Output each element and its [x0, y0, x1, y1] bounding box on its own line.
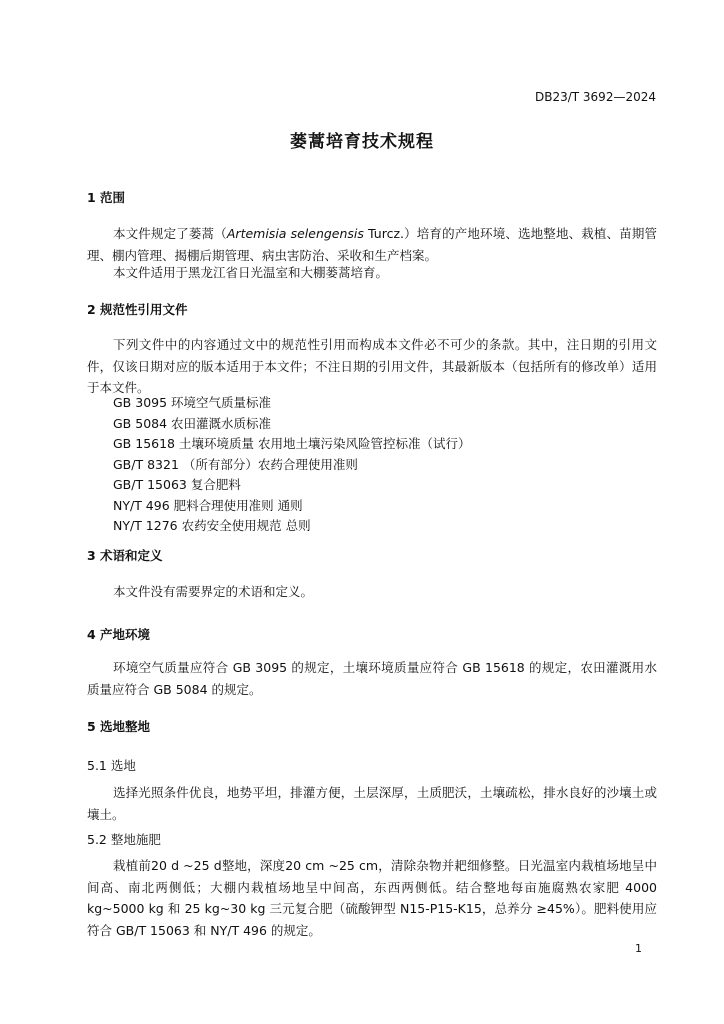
- reference-list: [113, 393, 470, 537]
- section-3-heading: 3 术语和定义: [87, 548, 163, 563]
- document-code: DB23/T 3692—2024: [534, 90, 656, 104]
- reference-item: NY/T 1276 农药安全使用规范 总则: [113, 518, 311, 533]
- page-number: 1: [635, 942, 642, 955]
- section-2-paragraph-1: 下列文件中的内容通过文中的规范性引用而构成本文件必不可少的条款。其中，注日期的引用文件，仅该日期对应的版本适用于本文件；不注日期的引用文件，其最新版本（包括所有的修改单）适用于本文件。: [87, 337, 657, 395]
- reference-item: NY/T 496 肥料合理使用准则 通则: [113, 497, 303, 513]
- section-5-2-paragraph-1: 栽植前20 d ~25 d整地，深度20 cm ~25 cm，清除杂物并耙细修整。日光温室内栽植场地呈中间高、南北两侧低；大棚内栽植场地呈中间高，东西两侧低。结合整地每亩施腐熟农家肥 4000 kg~5000 kg 和 25 kg~30 kg 三元复合肥（硫酸钾型 N15-P15-K15，总养分 ≥45%）。肥料使用应符合 GB/T 15063 和 NY/T 496 的规定。: [87, 858, 657, 938]
- reference-item: GB/T 15063 复合肥料: [113, 477, 241, 492]
- latin-name: Artemisia selengensis: [226, 226, 364, 241]
- paragraph-text: 本文件规定了蒌蒿（: [113, 226, 227, 241]
- reference-item: GB 5084 农田灌溉水质标准: [113, 415, 272, 431]
- section-2-heading: 2 规范性引用文件: [87, 302, 188, 317]
- section-5-1-heading: 5.1 选地: [87, 758, 136, 773]
- section-1-heading: 1 范围: [87, 190, 126, 205]
- document-title: 蒌蒿培育技术规程: [290, 132, 434, 152]
- section-1-paragraph-2: 本文件适用于黑龙江省日光温室和大棚蒌蒿培育。: [113, 265, 389, 280]
- section-5-1-paragraph-1: 选择光照条件优良，地势平坦，排灌方便，土层深厚，土质肥沃，土壤疏松，排水良好的沙壤土或壤土。: [87, 785, 657, 822]
- reference-item: GB 3095 环境空气质量标准: [113, 395, 272, 410]
- reference-item: GB 15618 土壤环境质量 农用地土壤污染风险管控标准（试行）: [113, 436, 471, 451]
- section-5-heading: 5 选地整地: [87, 719, 151, 734]
- section-4-paragraph-1: 环境空气质量应符合 GB 3095 的规定，土壤环境质量应符合 GB 15618 的规定，农田灌溉用水质量应符合 GB 5084 的规定。: [87, 660, 657, 697]
- section-1-paragraph-1: [87, 223, 657, 266]
- section-4-heading: 4 产地环境: [87, 627, 151, 642]
- section-5-2-heading: 5.2 整地施肥: [87, 832, 161, 847]
- section-3-paragraph-1: 本文件没有需要界定的术语和定义。: [113, 584, 314, 599]
- paragraph-text: Turcz.）培育的产地环境、选地整地、栽植、苗期管理、棚内管理、揭棚后期管理、病虫害防治、采收和生产档案。: [87, 226, 658, 263]
- reference-item: GB/T 8321 （所有部分）农药合理使用准则: [113, 456, 358, 472]
